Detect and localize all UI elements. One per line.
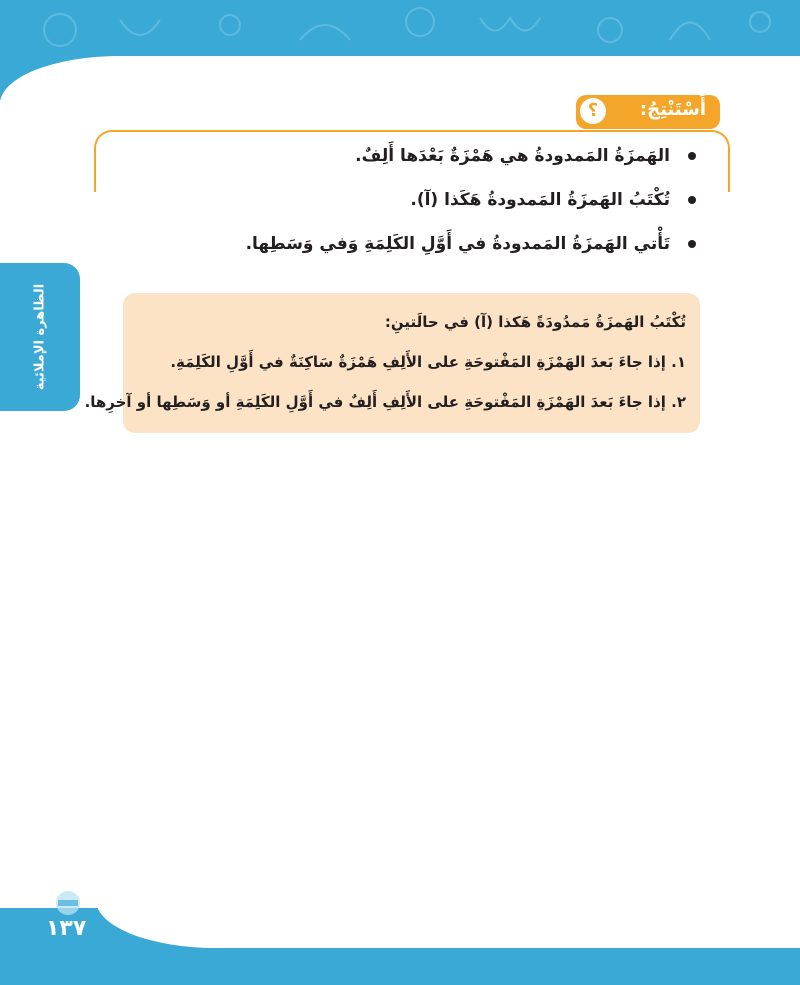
list-item: الهَمزَةُ المَمدودةُ هي هَمْزَةٌ بَعْدَها أَلِفٌ. — [136, 140, 696, 184]
bullet-icon — [688, 240, 696, 248]
footer-sheet — [96, 900, 800, 948]
rule-item: ٢. إذا جاءَ بَعدَ الهَمْزَةِ المَفْتوحَةِ على الأَلِفِ أَلِفٌ في أَوَّلِ الكَلِمَةِ أو وَسَطِها أو آخرِها. — [84, 393, 686, 411]
rule-box — [84, 293, 700, 433]
side-tab-label: الظاهرة الإملائية — [32, 283, 48, 391]
rule-item: ١. إذا جاءَ بَعدَ الهَمْزَةِ المَفْتوحَةِ على الأَلِفِ هَمْزَةٌ سَاكِنَةٌ في أَوَّلِ الكَلِمَةِ. — [170, 353, 686, 371]
bullet-icon — [688, 196, 696, 204]
rule-intro: تُكْتَبُ الهَمزَةُ مَمدُودَةً هَكذا (آ) في حالَتينِ: — [384, 313, 686, 331]
conclude-badge — [576, 95, 720, 129]
question-icon: ؟ — [580, 98, 606, 124]
bullet-icon — [688, 152, 696, 160]
chapter-side-tab — [0, 263, 80, 411]
conclude-title: أَسْتَنْتِجُ: — [639, 99, 706, 120]
list-item: تَأْتي الهَمزَةُ المَمدودةُ في أَوَّلِ الكَلِمَةِ وَفي وَسَطِها. — [136, 228, 696, 272]
page-number: ١٣٧ — [46, 916, 87, 941]
conclusion-list — [136, 140, 696, 272]
publisher-logo-icon — [48, 888, 88, 918]
list-item: تُكْتَبُ الهَمزَةُ المَمدودةُ هَكَذا (آ). — [136, 184, 696, 228]
